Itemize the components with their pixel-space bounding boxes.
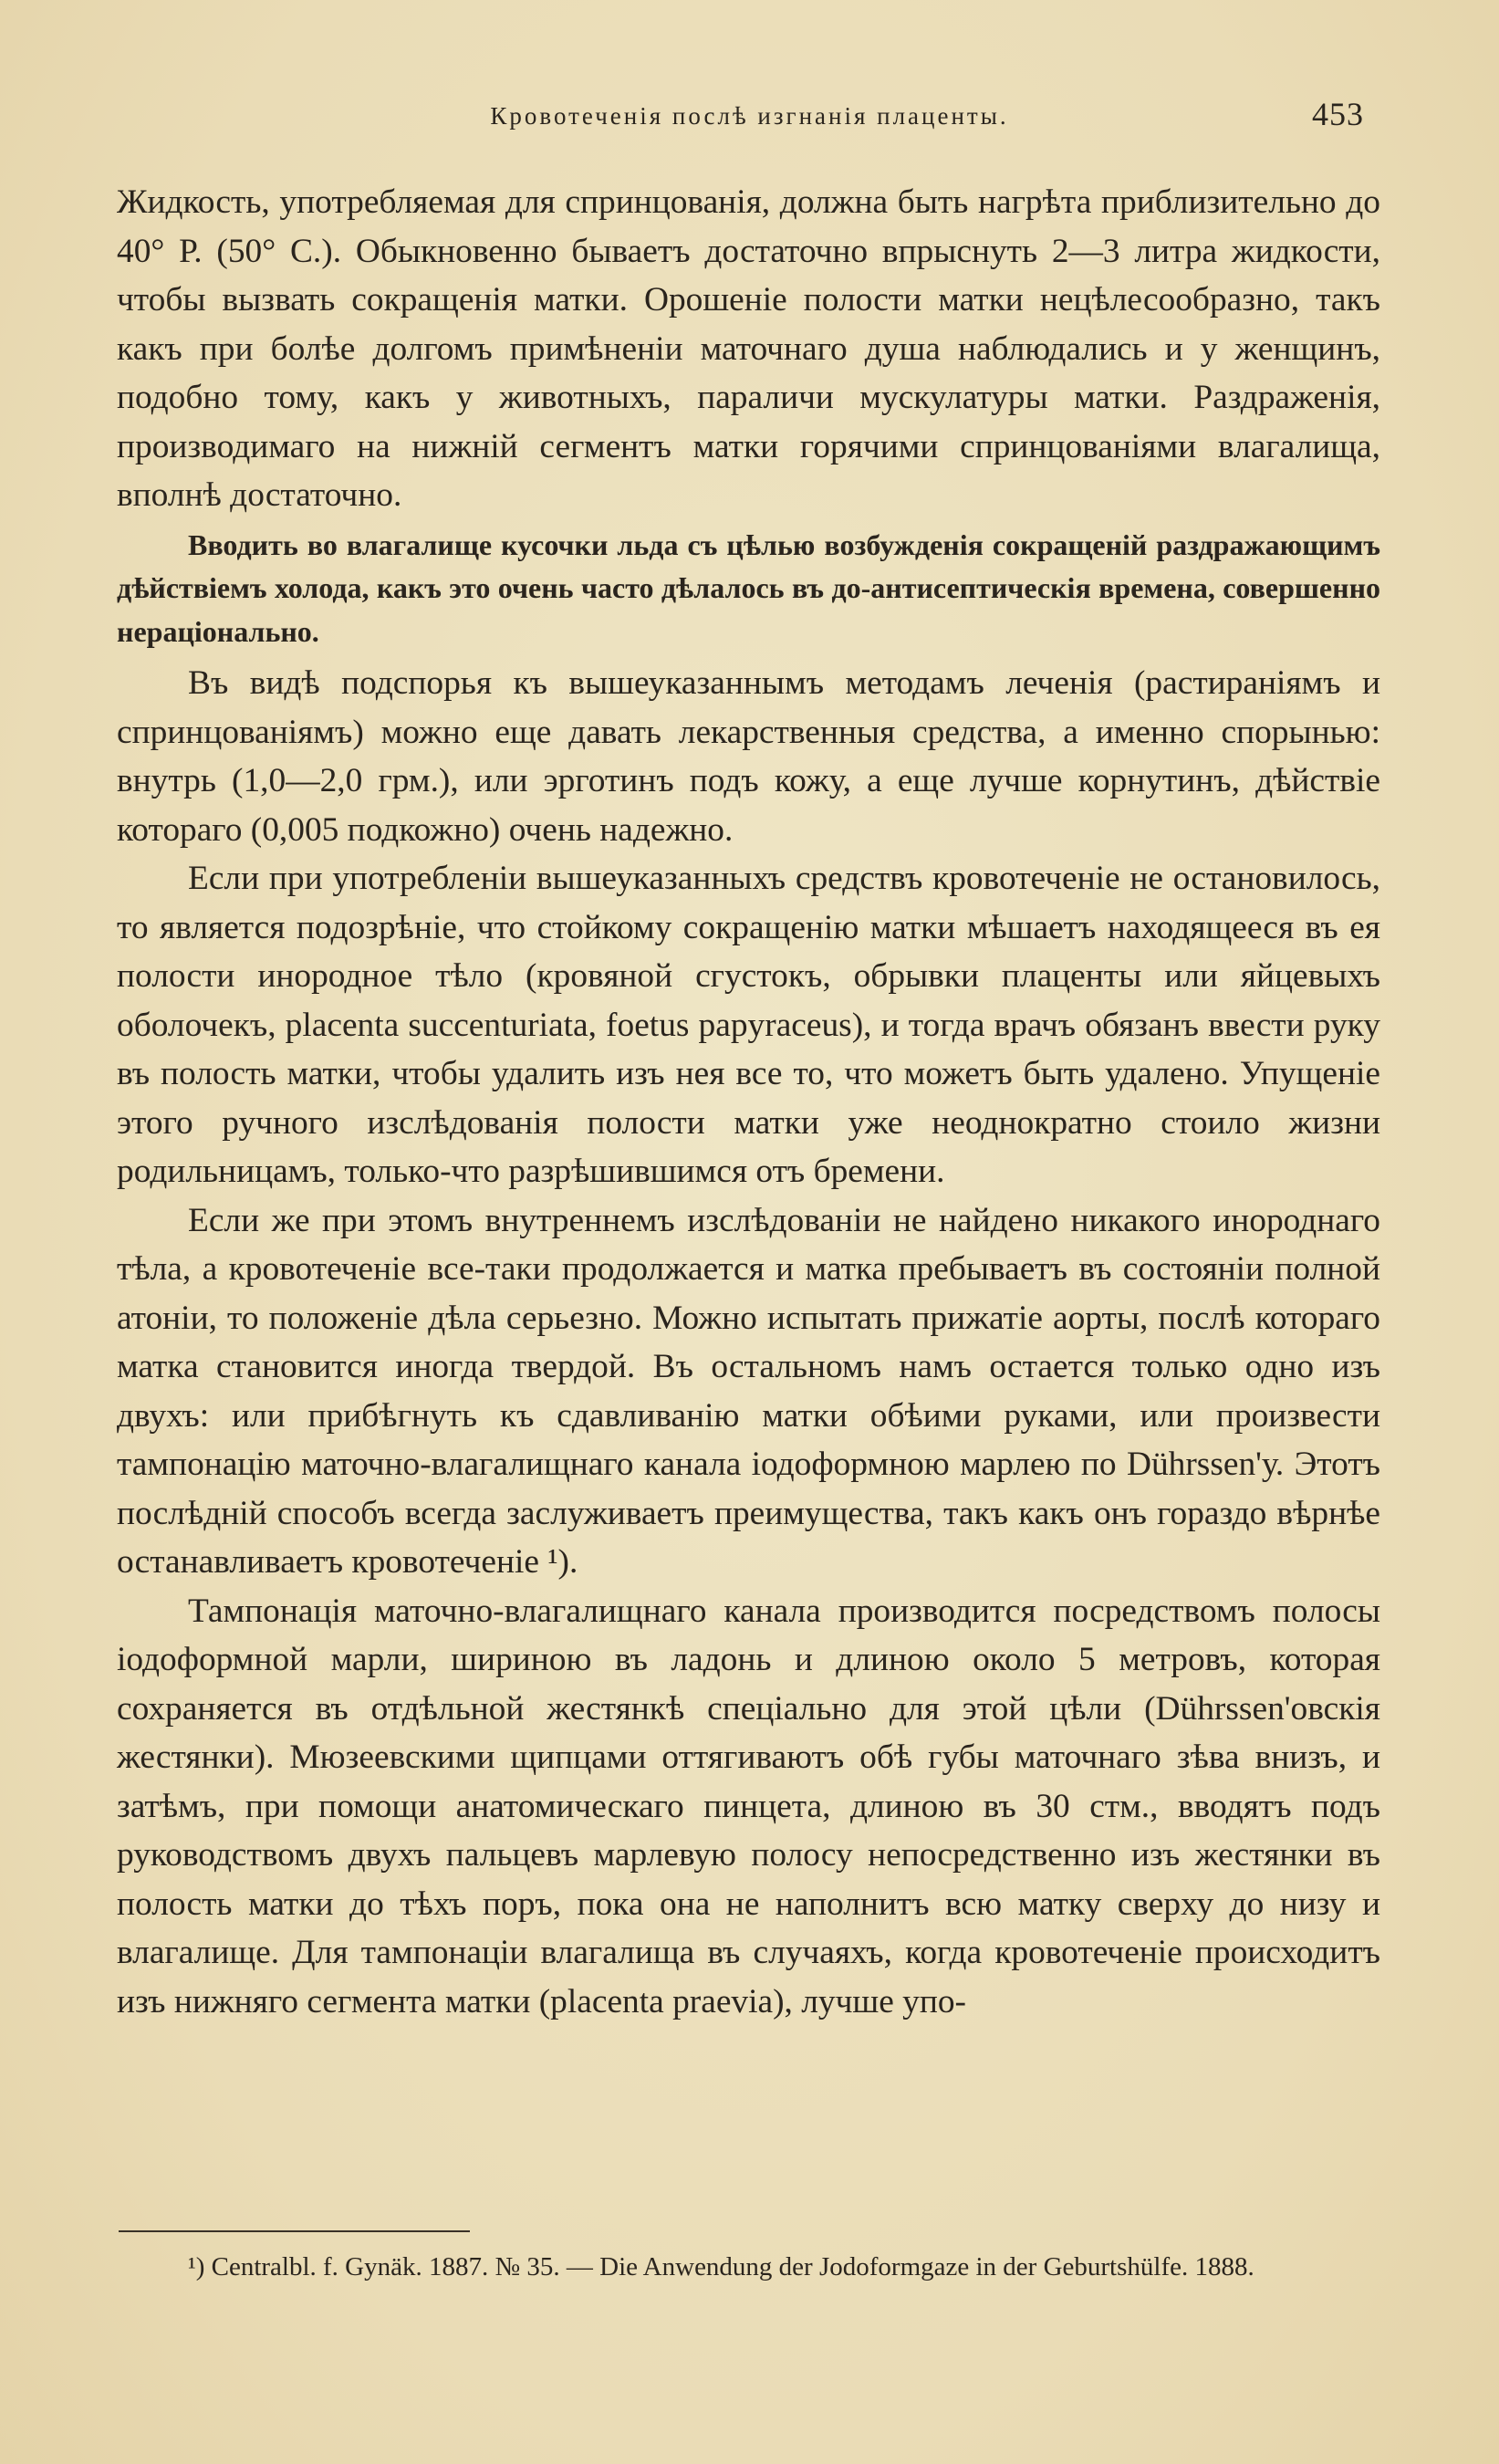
main-text (117, 178, 1380, 2026)
footnote (117, 2247, 1380, 2287)
paragraph-atony: Если же при этомъ внутреннемъ изслѣдованіи не найдено никакого инороднаго тѣла, а кровотеченіе все-таки продолжается и матка пребываетъ въ состояніи полной атоніи, то положеніе дѣла серьезно. Можно испытать прижатіе аорты, послѣ котораго матка становится иногда твердой. Въ остальномъ намъ остается только одно изъ двухъ: или прибѣгнуть къ сдавливанію матки обѣими руками, или произвести тампонацію маточно-влагалищнаго канала іодоформною марлею по Dührssen'у. Этотъ послѣдній способъ всегда заслуживаетъ преимущества, такъ какъ онъ гораздо вѣрнѣе останавливаетъ кровотеченіе ¹). (117, 1201, 1380, 1581)
paragraph-medications: Въ видѣ подспорья къ вышеуказаннымъ методамъ леченія (растираніямъ и спринцованіямъ) можно еще давать лекарственныя средства, а именно спорынью: внутрь (1,0—2,0 грм.), или эрготинъ подъ кожу, а еще лучше корнутинъ, дѣйствіе котораго (0,005 подкожно) очень надежно. (117, 664, 1380, 849)
paragraph-foreign-body: Если при употребленіи вышеуказанныхъ средствъ кровотеченіе не остановилось, то является подозрѣніе, что стойкому сокращенію матки мѣшаетъ находящееся въ ея полости инородное тѣло (кровяной сгустокъ, обрывки плаценты или яйцевыхъ оболочекъ, placenta succenturiata, foetus papyraceus), и тогда врачъ обязанъ ввести руку въ полость матки, чтобы удалить изъ нея все то, что можетъ быть удалено. Упущеніе этого ручного изслѣдованія полости матки уже неоднократно стоило жизни родильницамъ, только-что разрѣшившимся отъ бремени. (117, 860, 1380, 1190)
paragraph-irrigation: Жидкость, употребляемая для спринцованія, должна быть нагрѣта приблизительно до 40° Р. (50° С.). Обыкновенно бываетъ достаточно впрыснуть 2—3 литра жидкости, чтобы вызвать сокращенія матки. Орошеніе полости матки нецѣлесообразно, такъ какъ при болѣе долгомъ примѣненіи маточнаго душа наблюдались и у женщинъ, подобно тому, какъ у животныхъ, параличи мускулатуры матки. Раздраженія, производимаго на нижній сегментъ матки горячими спринцованіями влагалища, вполнѣ достаточно. (117, 183, 1380, 514)
paragraph-ice-note: Вводить во влагалище кусочки льда съ цѣлью возбужденія сокращеній раздражающимъ дѣйствіемъ холода, какъ это очень часто дѣлалось въ до-антисептическія времена, совершенно нераціонально. (117, 527, 1380, 648)
paragraph-tamponade: Тампонація маточно-влагалищнаго канала производится посредствомъ полосы іодоформной марли, шириною въ ладонь и длиною около 5 метровъ, которая сохраняется въ отдѣльной жестянкѣ спеціально для этой цѣли (Dührssen'овскія жестянки). Мюзеевскими щипцами оттягиваютъ обѣ губы маточнаго зѣва внизъ, и затѣмъ, при помощи анатомическаго пинцета, длиною въ 30 стм., вводятъ подъ руководствомъ двухъ пальцевъ марлевую полосу непосредственно изъ жестянки въ полость матки до тѣхъ поръ, пока она не наполнитъ всю матку сверху до низу и влагалище. Для тампонаціи влагалища въ случаяхъ, когда кровотеченіе происходитъ изъ нижняго сегмента матки (placenta praevia), лучше упо- (117, 1592, 1380, 2020)
running-header (119, 91, 1380, 146)
footnote-rule (119, 2230, 470, 2232)
page-number: 453 (1312, 96, 1364, 132)
running-title: Кровотеченія послѣ изгнанія плаценты. (490, 102, 1009, 130)
footnote-text: ¹) Centralbl. f. Gynäk. 1887. № 35. — Die Anwendung der Jodoformgaze in der Geburtshülfe. 1888. (188, 2252, 1254, 2281)
